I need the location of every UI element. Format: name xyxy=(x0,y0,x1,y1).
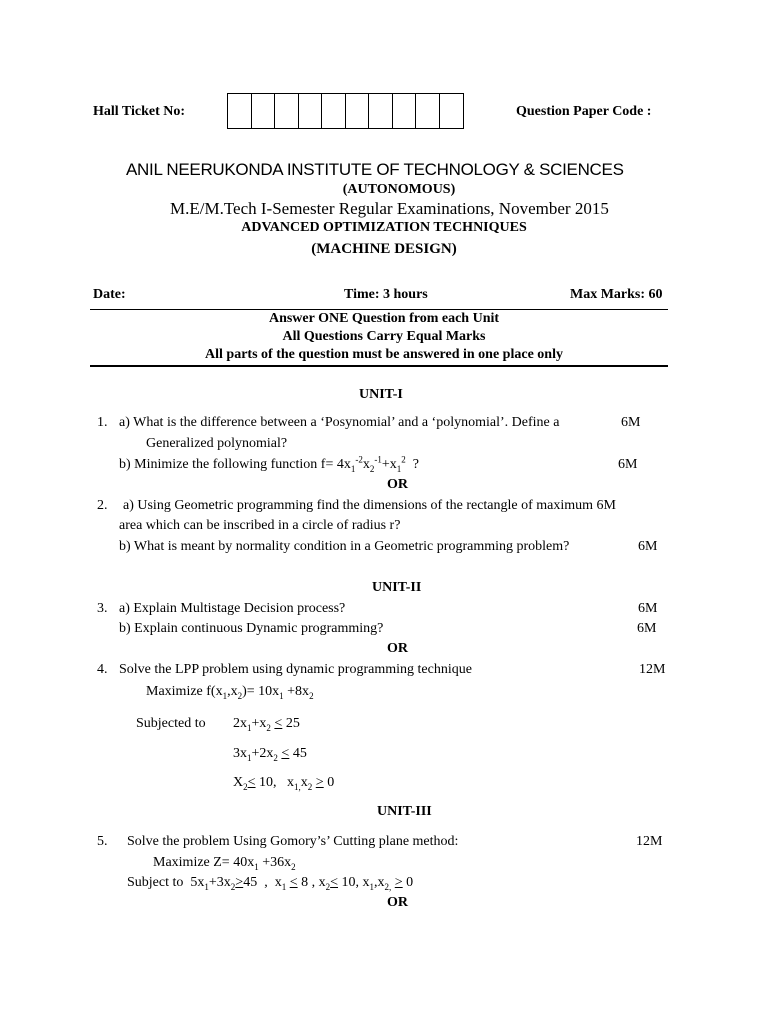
q4-constraint-3: $X_2< 10$, $x_{1,}x_2 > 0$ xyxy=(233,775,335,792)
hall-ticket-box[interactable] xyxy=(346,94,370,128)
exam-title: M.E/M.Tech I-Semester Regular Examinations, November 2015 xyxy=(170,199,609,218)
q3-number: 3. xyxy=(97,601,108,616)
q3a-text: a) Explain Multistage Decision process? xyxy=(119,601,346,616)
question-paper-code-label: Question Paper Code : xyxy=(516,104,652,119)
q5-objective: Maximize $Z= 40x_1 +36x_2$ xyxy=(153,855,296,872)
hall-ticket-box[interactable] xyxy=(228,94,252,128)
hall-ticket-box[interactable] xyxy=(440,94,464,128)
hall-ticket-box[interactable] xyxy=(252,94,276,128)
hall-ticket-box[interactable] xyxy=(275,94,299,128)
q2-number: 2. xyxy=(97,498,108,513)
time-label: Time: 3 hours xyxy=(344,287,428,302)
instruction-1: Answer ONE Question from each Unit xyxy=(268,311,500,326)
divider-top xyxy=(90,309,668,310)
or-3: OR xyxy=(387,895,408,910)
hall-ticket-box[interactable] xyxy=(322,94,346,128)
q2a-continuation: area which can be inscribed in a circle of radius r? xyxy=(119,518,401,533)
instruction-3: All parts of the question must be answered in one place only xyxy=(205,347,563,362)
q4-objective: Maximize $f(x_1,x_2)= 10x_1 +8x_2$ xyxy=(146,684,314,701)
autonomous-label: (AUTONOMOUS) xyxy=(342,182,456,197)
q3a-marks: 6M xyxy=(638,601,658,616)
hall-ticket-box[interactable] xyxy=(299,94,323,128)
q5-maximize-prefix: Maximize Z= 40x xyxy=(153,855,255,870)
institute-name: ANIL NEERUKONDA INSTITUTE OF TECHNOLOGY & SCIENCES xyxy=(126,160,624,179)
or-2: OR xyxy=(387,641,408,656)
q1b-prefix: b) Minimize the following function f= 4x xyxy=(119,457,351,472)
hall-ticket-label: Hall Ticket No: xyxy=(93,104,186,119)
q4-subjected-label: Subjected to xyxy=(136,716,206,731)
q4-maximize-prefix: Maximize f(x xyxy=(146,684,223,699)
hall-ticket-box[interactable] xyxy=(369,94,393,128)
q5-marks: 12M xyxy=(636,834,663,849)
divider-bottom xyxy=(90,365,668,367)
q4-constraint-1: $2x_1+x_2 < 25$ xyxy=(233,716,300,733)
q3b-marks: 6M xyxy=(637,621,657,636)
q1-number: 1. xyxy=(97,415,108,430)
hall-ticket-box[interactable] xyxy=(393,94,417,128)
unit-3-heading: UNIT-III xyxy=(377,804,432,819)
hall-ticket-boxes[interactable] xyxy=(227,93,464,129)
q1a-text: a) What is the difference between a ‘Posynomial’ and a ‘polynomial’. Define a xyxy=(119,415,560,430)
q2a-text: a) Using Geometric programming find the dimensions of the rectangle of maximum 6M xyxy=(123,498,616,513)
q4-number: 4. xyxy=(97,662,108,677)
q2b-marks: 6M xyxy=(638,539,658,554)
q3b-text: b) Explain continuous Dynamic programming? xyxy=(119,621,384,636)
date-label: Date: xyxy=(93,287,126,302)
q5-text: Solve the problem Using Gomory’s’ Cutting plane method: xyxy=(127,834,459,849)
q1a-marks: 6M xyxy=(621,415,641,430)
q4-text: Solve the LPP problem using dynamic programming technique xyxy=(119,662,472,677)
instruction-2: All Questions Carry Equal Marks xyxy=(282,329,486,344)
q1b-text: b) Minimize the following function $f= 4x_1^{-2}x_2^{-1}+x_1^2$ ? xyxy=(119,454,419,474)
q2b-text: b) What is meant by normality condition in a Geometric programming problem? xyxy=(119,539,570,554)
q1b-marks: 6M xyxy=(618,457,638,472)
hall-ticket-box[interactable] xyxy=(416,94,440,128)
unit-1-heading: UNIT-I xyxy=(359,387,403,402)
specialization: (MACHINE DESIGN) xyxy=(311,241,457,257)
q4-constraint-2: $3x_1+2x_2 < 45$ xyxy=(233,746,307,763)
q4-marks: 12M xyxy=(639,662,666,677)
q5-subject-label: Subject to xyxy=(127,875,184,890)
or-1: OR xyxy=(387,477,408,492)
max-marks-label: Max Marks: 60 xyxy=(570,287,663,302)
q1a-continuation: Generalized polynomial? xyxy=(146,436,288,451)
unit-2-heading: UNIT-II xyxy=(372,580,422,595)
q5-constraints: Subject to $5x_1+3x_2>45$ , $x_1 < 8$ , $x_2< 10$, $x_1,x_{2,} > 0$ xyxy=(127,875,414,892)
subject-title: ADVANCED OPTIMIZATION TECHNIQUES xyxy=(241,220,527,235)
q5-number: 5. xyxy=(97,834,108,849)
